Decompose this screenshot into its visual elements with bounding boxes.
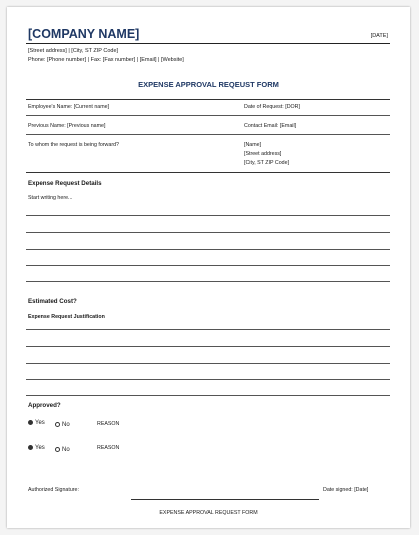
writing-line[interactable] [26, 395, 390, 396]
approved-heading: Approved? [28, 402, 61, 409]
forward-street-field[interactable]: [Street address] [244, 151, 282, 157]
writing-line[interactable] [26, 249, 390, 250]
radio-unselected-icon[interactable] [55, 447, 60, 452]
radio-selected-icon[interactable] [28, 420, 33, 425]
footer-text: EXPENSE APPROVAL REQUEST FORM [159, 510, 258, 516]
title-divider [26, 99, 390, 100]
writing-line[interactable] [26, 329, 390, 330]
forward-city-field[interactable]: [City, ST ZIP Code] [244, 160, 290, 166]
writing-line[interactable] [26, 363, 390, 364]
writing-line[interactable] [26, 346, 390, 347]
writing-line[interactable] [26, 265, 390, 266]
radio-selected-icon[interactable] [28, 445, 33, 450]
reason-label: REASON [97, 421, 120, 427]
employee-name-field[interactable]: Employee's Name: [Current name] [28, 104, 110, 110]
radio-unselected-icon[interactable] [55, 422, 60, 427]
previous-name-field[interactable]: Previous Name: [Previous name] [28, 123, 106, 129]
date-signed-field[interactable]: Date signed: [Date] [323, 487, 369, 493]
form-page [7, 7, 410, 528]
approved-yes-option[interactable] [28, 445, 45, 451]
writing-line[interactable] [26, 281, 390, 282]
approved-no-option[interactable] [55, 422, 70, 428]
details-placeholder[interactable]: Start writing here... [28, 195, 73, 201]
approved-no-option[interactable] [55, 447, 70, 453]
justification-heading: Expense Request Justification [28, 314, 105, 320]
section-divider [26, 172, 390, 173]
authorized-signature-label: Authorized Signature: [28, 487, 79, 493]
company-contact: Phone: [Phone number] | Fax: [Fax number] | [Email] | [Website] [28, 57, 184, 63]
form-title: EXPENSE APPROVAL REQEUST FORM [138, 80, 279, 89]
signature-line[interactable] [131, 499, 319, 500]
row-divider [26, 134, 390, 135]
no-label: No [62, 447, 70, 454]
header-date: [DATE] [370, 33, 388, 39]
reason-label: REASON [97, 445, 120, 451]
writing-line[interactable] [26, 232, 390, 233]
company-address: [Street address] | [City, ST ZIP Code] [28, 48, 119, 54]
yes-label: Yes [35, 445, 45, 452]
writing-line[interactable] [26, 379, 390, 380]
approved-yes-option[interactable] [28, 420, 45, 426]
yes-label: Yes [35, 420, 45, 427]
contact-email-field[interactable]: Contact Email: [Email] [244, 123, 297, 129]
writing-line[interactable] [26, 215, 390, 216]
details-heading: Expense Request Details [28, 180, 102, 187]
estimated-cost-heading: Estimated Cost? [28, 298, 77, 305]
date-of-request-field[interactable]: Date of Request: [DOR] [244, 104, 300, 110]
forward-name-field[interactable]: [Name] [244, 142, 262, 148]
header-divider [26, 43, 390, 44]
company-name: [COMPANY NAME] [28, 27, 140, 41]
forward-label: To whom the request is being forward? [28, 142, 119, 148]
row-divider [26, 115, 390, 116]
no-label: No [62, 422, 70, 429]
